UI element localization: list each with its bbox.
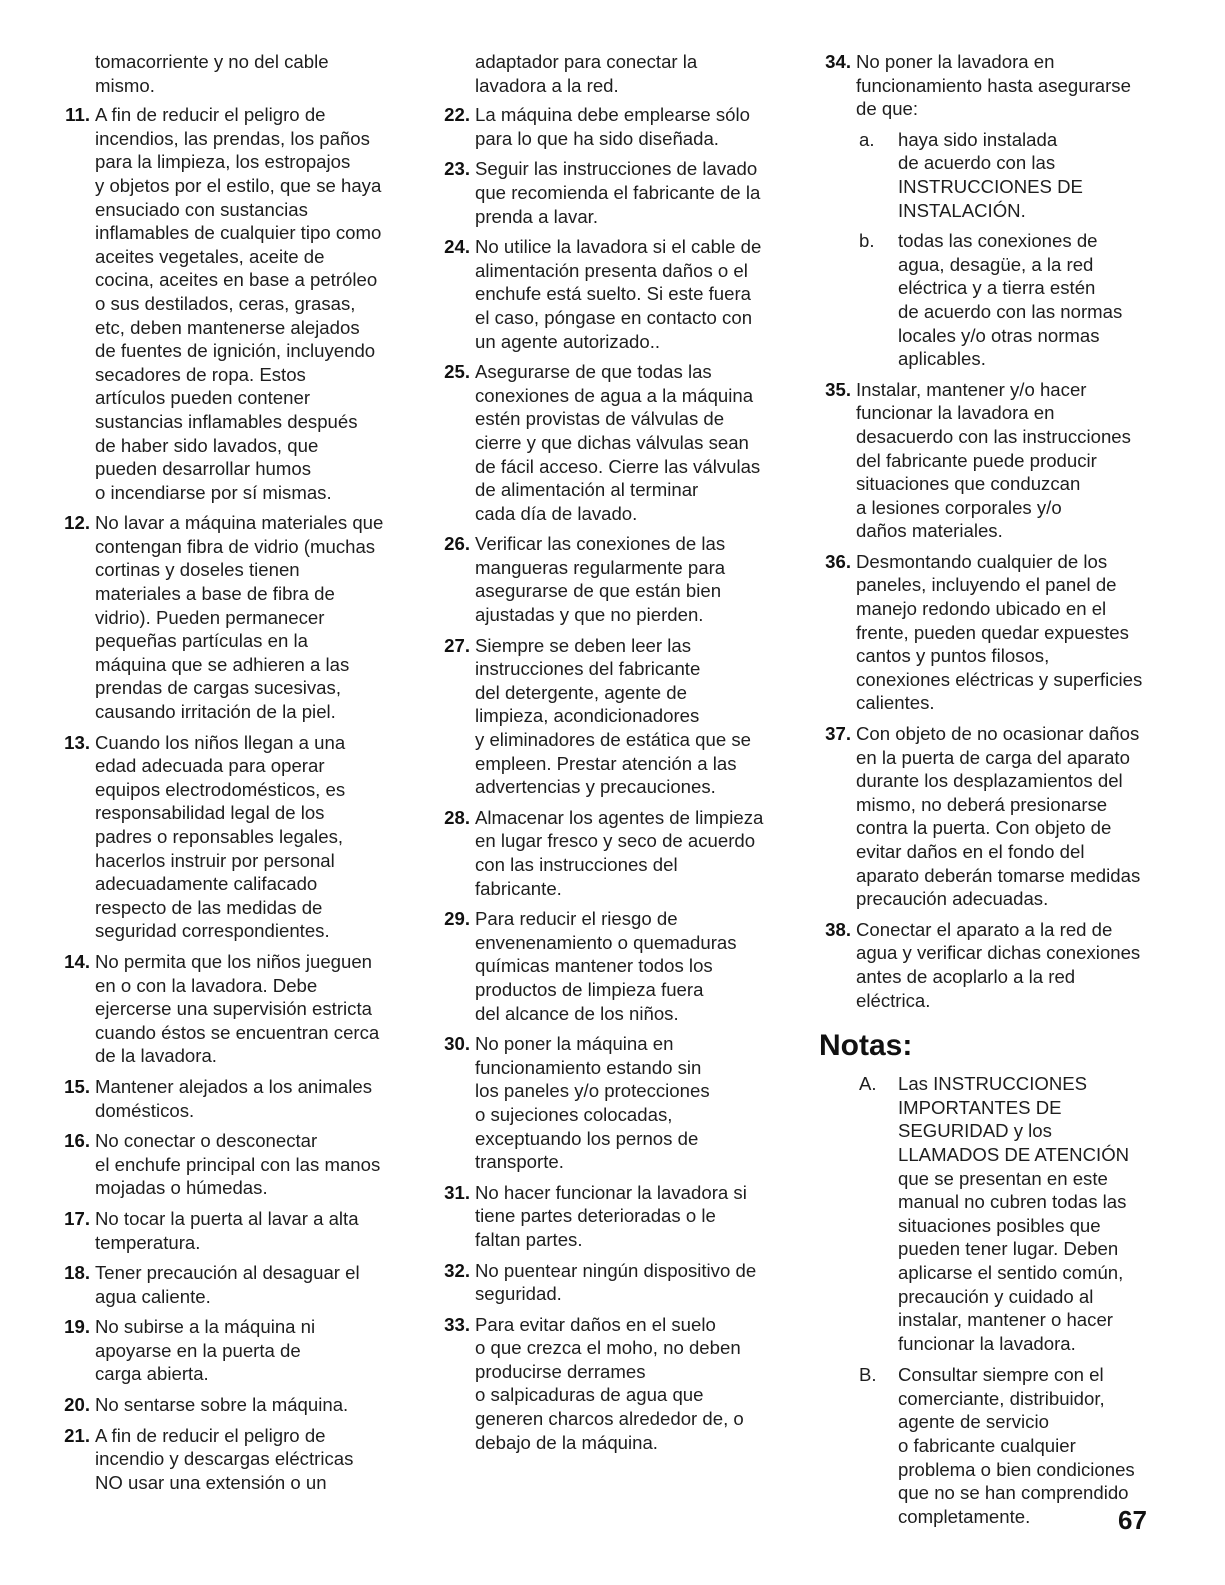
item-text-line: incendio y descargas eléctricas — [95, 1448, 354, 1470]
item-text-line: padres o reponsables legales, — [95, 826, 344, 847]
continued-text: adaptador para conectar la lavadora a la red. — [475, 51, 698, 96]
item-text-line: pequeñas partículas en la — [95, 630, 308, 652]
item-text-line: transporte. — [475, 1151, 564, 1173]
item-text-line: cuando éstos se encuentran cerca — [95, 1021, 380, 1043]
item-text-line: LLAMADOS DE ATENCIÓN — [898, 1143, 1130, 1165]
item-text-line: antes de acoplarlo a la red — [856, 965, 1076, 987]
item-text-line: incendios, las prendas, los paños — [95, 127, 370, 149]
item-text-line: eléctrica. — [856, 989, 931, 1011]
item-text-line: Asegurarse de que todas las — [475, 361, 712, 383]
item-number: 26. — [444, 533, 470, 555]
item-text-line: No conectar o desconectar — [95, 1130, 318, 1152]
item-text-line: evitar daños en el fondo del — [856, 841, 1085, 862]
item-text-line: carga abierta. — [95, 1363, 209, 1385]
item-text-line: limpieza, acondicionadores — [475, 705, 700, 727]
list-item — [52, 731, 402, 943]
list-item — [813, 918, 1173, 1012]
item-letter: b. — [859, 230, 875, 252]
item-text-line: ejercerse una supervisión estricta — [95, 998, 372, 1020]
list-item — [52, 511, 402, 723]
item-text-line: enchufe está suelto. Si este fuera — [475, 283, 751, 305]
item-text-line: etc, deben mantenerse alejados — [95, 316, 360, 338]
list-item — [813, 550, 1173, 715]
item-text-line: funcionamiento hasta asegurarse — [856, 74, 1131, 96]
item-number: 12. — [64, 512, 90, 534]
item-number: 20. — [64, 1394, 90, 1416]
list-item — [432, 907, 782, 1025]
item-text-line: agua, desagüe, a la red — [898, 253, 1094, 275]
item-text-line: empleen. Prestar atención a las — [475, 752, 737, 774]
item-number: 14. — [64, 950, 90, 972]
item-text-line: artículos pueden contener — [95, 387, 311, 409]
item-text-line: advertencias y precauciones. — [475, 776, 716, 798]
item-text-line: respecto de las medidas de — [95, 896, 323, 918]
item-text-line: edad adecuada para operar — [95, 755, 325, 777]
item-text-line: o salpicaduras de agua que — [475, 1384, 704, 1406]
item-text-line: prendas de cargas sucesivas, — [95, 677, 341, 699]
list-item — [52, 1315, 402, 1386]
item-text-line: responsabilidad legal de los — [95, 802, 325, 824]
item-text-line: locales y/o otras normas — [898, 324, 1100, 346]
item-text-line: No puentear ningún dispositivo de — [475, 1259, 757, 1281]
item-text-line: del detergente, agente de — [475, 681, 687, 703]
item-number: 15. — [64, 1075, 90, 1097]
list-item — [432, 806, 782, 900]
item-text-line: productos de limpieza fuera — [475, 978, 704, 1000]
item-text-line: No poner la lavadora en — [856, 51, 1055, 72]
item-text-line: frente, pueden quedar expuestes — [856, 621, 1129, 643]
item-text-line: y objetos por el estilo, que se haya — [95, 174, 382, 196]
item-text-line: INSTRUCCIONES DE — [898, 175, 1083, 197]
item-text-line: Con objeto de no ocasionar daños — [856, 723, 1140, 745]
item-text-line: desacuerdo con las instrucciones — [856, 425, 1131, 447]
item-text-line: hacerlos instruir por personal — [95, 849, 335, 871]
item-number: 23. — [444, 158, 470, 180]
item-text-line: adecuadamente califacado — [95, 873, 318, 895]
item-text-line: materiales a base de fibra de — [95, 583, 335, 605]
item-text-line: aparato deberán tomarse medidas — [856, 864, 1141, 886]
item-text-line: eléctrica y a tierra estén — [898, 277, 1096, 299]
item-text-line: No permita que los niños jueguen — [95, 950, 373, 972]
item-text-line: No tocar la puerta al lavar a alta — [95, 1207, 359, 1229]
item-text-line: Desmontando cualquier de los — [856, 550, 1108, 572]
column-middle — [432, 50, 782, 1461]
list-item — [52, 950, 402, 1068]
item-text-line: Seguir las instrucciones de lavado — [475, 158, 758, 180]
notas-list — [813, 1072, 1173, 1528]
item-text-line: agua y verificar dichas conexiones — [856, 942, 1141, 964]
nota-item — [813, 1072, 1173, 1355]
item-text-line: Siempre se deben leer las — [475, 634, 692, 656]
list-item — [52, 1129, 402, 1200]
item-number: 19. — [64, 1316, 90, 1338]
item-text-line: alimentación presenta daños o el — [475, 259, 748, 281]
notas-heading: Notas: — [819, 1029, 913, 1063]
item-text-line: de acuerdo con las normas — [898, 300, 1123, 322]
item-text-line: Cuando los niños llegan a una — [95, 731, 346, 753]
item-text-line: funcionar la lavadora en — [856, 402, 1055, 424]
item-text-line: instalar, mantener o hacer — [898, 1309, 1113, 1331]
item-text-line: seguridad correspondientes. — [95, 920, 330, 942]
item-text-line: de alimentación al terminar — [475, 479, 699, 501]
list-item — [52, 103, 402, 504]
item-text-line: en o con la lavadora. Debe — [95, 974, 318, 996]
item-letter: a. — [859, 128, 875, 150]
item-text-line: debajo de la máquina. — [475, 1431, 658, 1453]
item-text-line: Mantener alejados a los animales — [95, 1075, 372, 1097]
list-item — [432, 103, 782, 150]
item-text-line: aplicarse el sentido común, — [898, 1261, 1124, 1283]
list-item — [432, 1259, 782, 1306]
item-text-line: completamente. — [898, 1505, 1031, 1527]
item-text-line: químicas mantener todos los — [475, 955, 713, 977]
item-number: 33. — [444, 1313, 470, 1335]
item-text-line: vidrio). Pueden permanecer — [95, 606, 325, 628]
item-text-line: tiene partes deterioradas o le — [475, 1205, 716, 1227]
item-text-line: contra la puerta. Con objeto de — [856, 817, 1112, 839]
item-text-line: contengan fibra de vidrio (muchas — [95, 535, 376, 557]
item-text-line: seguridad. — [475, 1283, 562, 1305]
item-number: 21. — [64, 1424, 90, 1446]
item-text-line: del fabricante puede producir — [856, 449, 1097, 471]
item-text-line: precaución y cuidado al — [898, 1285, 1094, 1307]
item-text-line: o sus destilados, ceras, grasas, — [95, 292, 356, 314]
page-number: 67 — [1118, 1505, 1147, 1535]
list-item — [432, 360, 782, 525]
item-text-line: cada día de lavado. — [475, 502, 638, 524]
item-text-line: aceites vegetales, aceite de — [95, 245, 325, 267]
item-text-line: haya sido instalada — [898, 128, 1058, 150]
item-text-line: estén provistas de válvulas de — [475, 408, 725, 430]
item-number: 34. — [825, 51, 851, 72]
item-text-line: de acuerdo con las — [898, 152, 1056, 174]
item-text-line: cortinas y doseles tienen — [95, 559, 300, 581]
item-text-line: IMPORTANTES DE — [898, 1096, 1062, 1118]
item-text-line: cocina, aceites en base a petróleo — [95, 269, 378, 291]
item-text-line: manual no cubren todas las — [898, 1191, 1127, 1213]
item-text-line: durante los desplazamientos del — [856, 770, 1123, 792]
item-text-line: aplicables. — [898, 348, 986, 370]
list-item — [432, 1181, 782, 1252]
list-item — [52, 1075, 402, 1122]
list-item — [432, 634, 782, 799]
item-text-line: del alcance de los niños. — [475, 1002, 679, 1024]
item-text-line: Tener precaución al desaguar el — [95, 1262, 360, 1284]
item-number: 30. — [444, 1033, 470, 1055]
numbered-list — [432, 103, 782, 1454]
list-item — [813, 50, 1173, 121]
item-text-line: ensuciado con sustancias — [95, 198, 308, 220]
item-text-line: precaución adecuadas. — [856, 888, 1049, 910]
item-text-line: conexiones de agua a la máquina — [475, 384, 754, 406]
item-number: 27. — [444, 634, 470, 656]
nota-item — [813, 1363, 1173, 1528]
item-text-line: A fin de reducir el peligro de — [95, 104, 326, 126]
sub-item — [813, 128, 1173, 222]
item-text-line: apoyarse en la puerta de — [95, 1339, 301, 1361]
item-number: 31. — [444, 1181, 470, 1203]
item-text-line: pueden tener lugar. Deben — [898, 1238, 1119, 1260]
item-number: 17. — [64, 1207, 90, 1229]
item-text-line: calientes. — [856, 692, 935, 714]
item-text-line: o incendiarse por sí mismas. — [95, 481, 332, 503]
item-text-line: problema o bien condiciones — [898, 1458, 1135, 1480]
item-number: 22. — [444, 104, 470, 126]
item-text-line: ajustadas y que no pierden. — [475, 604, 704, 626]
item-text-line: situaciones posibles que — [898, 1214, 1101, 1236]
list-item — [52, 1261, 402, 1308]
item-text-line: para lo que ha sido diseñada. — [475, 127, 719, 149]
list-item — [432, 157, 782, 228]
item-text-line: o que crezca el moho, no deben — [475, 1337, 741, 1359]
item-text-line: que no se han comprendido — [898, 1482, 1129, 1504]
item-number: 13. — [64, 731, 90, 753]
item-text-line: A fin de reducir el peligro de — [95, 1424, 326, 1446]
item-number: 18. — [64, 1262, 90, 1284]
item-text-line: No poner la máquina en — [475, 1033, 674, 1055]
item-text-line: secadores de ropa. Estos — [95, 363, 306, 385]
item-text-line: No hacer funcionar la lavadora si — [475, 1181, 747, 1203]
item-text-line: el caso, póngase en contacto con — [475, 306, 753, 328]
item-text-line: sustancias inflamables después — [95, 410, 358, 432]
item-text-line: a lesiones corporales y/o — [856, 496, 1062, 518]
item-text-line: inflamables de cualquier tipo como — [95, 222, 382, 244]
item-text-line: mojadas o húmedas. — [95, 1177, 268, 1199]
item-text-line: paneles, incluyendo el panel de — [856, 574, 1117, 596]
item-number: 11. — [65, 104, 90, 126]
item-text-line: y eliminadores de estática que se — [475, 729, 751, 751]
item-text-line: un agente autorizado.. — [475, 330, 661, 352]
item-text-line: de fuentes de ignición, incluyendo — [95, 340, 376, 362]
item-text-line: faltan partes. — [475, 1228, 583, 1250]
item-text-line: exceptuando los pernos de — [475, 1127, 699, 1149]
item-text-line: SEGURIDAD y los — [898, 1120, 1052, 1142]
item-text-line: asegurarse de que están bien — [475, 580, 722, 602]
item-text-line: los paneles y/o protecciones — [475, 1080, 710, 1102]
item-text-line: Verificar las conexiones de las — [475, 533, 726, 555]
item-number: 24. — [444, 236, 470, 258]
column-right — [813, 50, 1173, 1536]
item-text-line: situaciones que conduzcan — [856, 473, 1081, 495]
list-item — [52, 1424, 402, 1495]
item-number: 36. — [825, 550, 851, 572]
item-text-line: Para evitar daños en el suelo — [475, 1313, 716, 1335]
item-text-line: No lavar a máquina materiales que — [95, 512, 384, 534]
item-text-line: Conectar el aparato a la red de — [856, 918, 1113, 940]
item-text-line: funcionamiento estando sin — [475, 1056, 702, 1078]
item-text-line: funcionar la lavadora. — [898, 1332, 1076, 1354]
item-text-line: que se presentan en este — [898, 1167, 1108, 1189]
item-number: 38. — [825, 918, 851, 940]
item-text-line: No sentarse sobre la máquina. — [95, 1394, 349, 1416]
item-text-line: máquina que se adhieren a las — [95, 653, 350, 675]
sub-list — [813, 128, 1173, 371]
item-text-line: generen charcos alrededor de, o — [475, 1408, 744, 1430]
item-text-line: daños materiales. — [856, 520, 1003, 542]
list-item — [432, 532, 782, 626]
item-number: 37. — [825, 723, 851, 745]
item-text-line: envenenamiento o quemaduras — [475, 931, 737, 953]
list-item — [813, 378, 1173, 543]
item-text-line: con las instrucciones del — [475, 854, 678, 875]
continued-text: tomacorriente y no del cable mismo. — [95, 51, 329, 96]
item-text-line: causando irritación de la piel. — [95, 701, 336, 723]
list-item — [52, 1207, 402, 1254]
item-text-line: mangueras regularmente para — [475, 556, 726, 578]
item-text-line: mismo, no deberá presionarse — [856, 793, 1108, 815]
item-text-line: Almacenar los agentes de limpieza — [475, 806, 764, 828]
item-text-line: equipos electrodomésticos, es — [95, 778, 346, 800]
list-item — [432, 1032, 782, 1174]
item-text-line: de la lavadora. — [95, 1045, 217, 1067]
item-number: 32. — [444, 1259, 470, 1281]
item-number: 28. — [444, 806, 470, 828]
sub-item — [813, 229, 1173, 371]
numbered-list — [52, 103, 402, 1494]
item-number: 35. — [825, 378, 851, 400]
item-text-line: de haber sido lavados, que — [95, 434, 319, 456]
item-text-line: producirse derrames — [475, 1360, 646, 1382]
item-text-line: La máquina debe emplearse sólo — [475, 104, 750, 126]
item-text-line: para la limpieza, los estropajos — [95, 151, 351, 173]
item-text-line: de que: — [856, 98, 919, 120]
item-text-line: que recomienda el fabricante de la — [475, 181, 761, 203]
item-text-line: prenda a lavar. — [475, 205, 599, 227]
item-text-line: cantos y puntos filosos, — [856, 645, 1050, 667]
item-number: 16. — [64, 1130, 90, 1152]
item-text-line: agua caliente. — [95, 1285, 211, 1307]
list-item — [813, 722, 1173, 911]
item-text-line: o fabricante cualquier — [898, 1435, 1076, 1457]
item-text-line: Para reducir el riesgo de — [475, 908, 678, 930]
list-item — [432, 1313, 782, 1455]
column-left — [52, 50, 402, 1501]
item-text-line: No subirse a la máquina ni — [95, 1316, 316, 1338]
numbered-list — [813, 50, 1173, 121]
item-text-line: cierre y que dichas válvulas sean — [475, 431, 749, 453]
item-text-line: instrucciones del fabricante — [475, 658, 701, 680]
item-letter: B. — [859, 1364, 877, 1386]
item-text-line: temperatura. — [95, 1231, 201, 1253]
item-text-line: Las INSTRUCCIONES — [898, 1073, 1088, 1095]
item-text-line: No utilice la lavadora si el cable de — [475, 236, 762, 258]
item-text-line: Instalar, mantener y/o hacer — [856, 378, 1087, 400]
item-text-line: fabricante. — [475, 877, 562, 899]
item-text-line: en la puerta de carga del aparato — [856, 746, 1130, 768]
item-text-line: Consultar siempre con el — [898, 1364, 1104, 1386]
item-text-line: NO usar una extensión o un — [95, 1471, 327, 1493]
item-text-line: manejo redondo ubicado en el — [856, 598, 1107, 620]
item-text-line: conexiones eléctricas y superficies — [856, 668, 1143, 690]
item-text-line: INSTALACIÓN. — [898, 199, 1026, 221]
item-number: 25. — [444, 361, 470, 383]
item-text-line: en lugar fresco y seco de acuerdo — [475, 830, 756, 852]
item-text-line: todas las conexiones de — [898, 230, 1098, 252]
numbered-list — [813, 378, 1173, 1012]
item-text-line: pueden desarrollar humos — [95, 458, 312, 480]
item-text-line: comerciante, distribuidor, — [898, 1387, 1105, 1409]
item-number: 29. — [444, 908, 470, 930]
item-text-line: el enchufe principal con las manos — [95, 1153, 381, 1175]
list-item — [432, 235, 782, 353]
list-item — [52, 1393, 402, 1417]
item-text-line: o sujeciones colocadas, — [475, 1103, 673, 1125]
item-letter: A. — [859, 1073, 877, 1095]
item-text-line: de fácil acceso. Cierre las válvulas — [475, 455, 761, 477]
item-text-line: agente de servicio — [898, 1411, 1049, 1433]
item-text-line: domésticos. — [95, 1099, 195, 1121]
